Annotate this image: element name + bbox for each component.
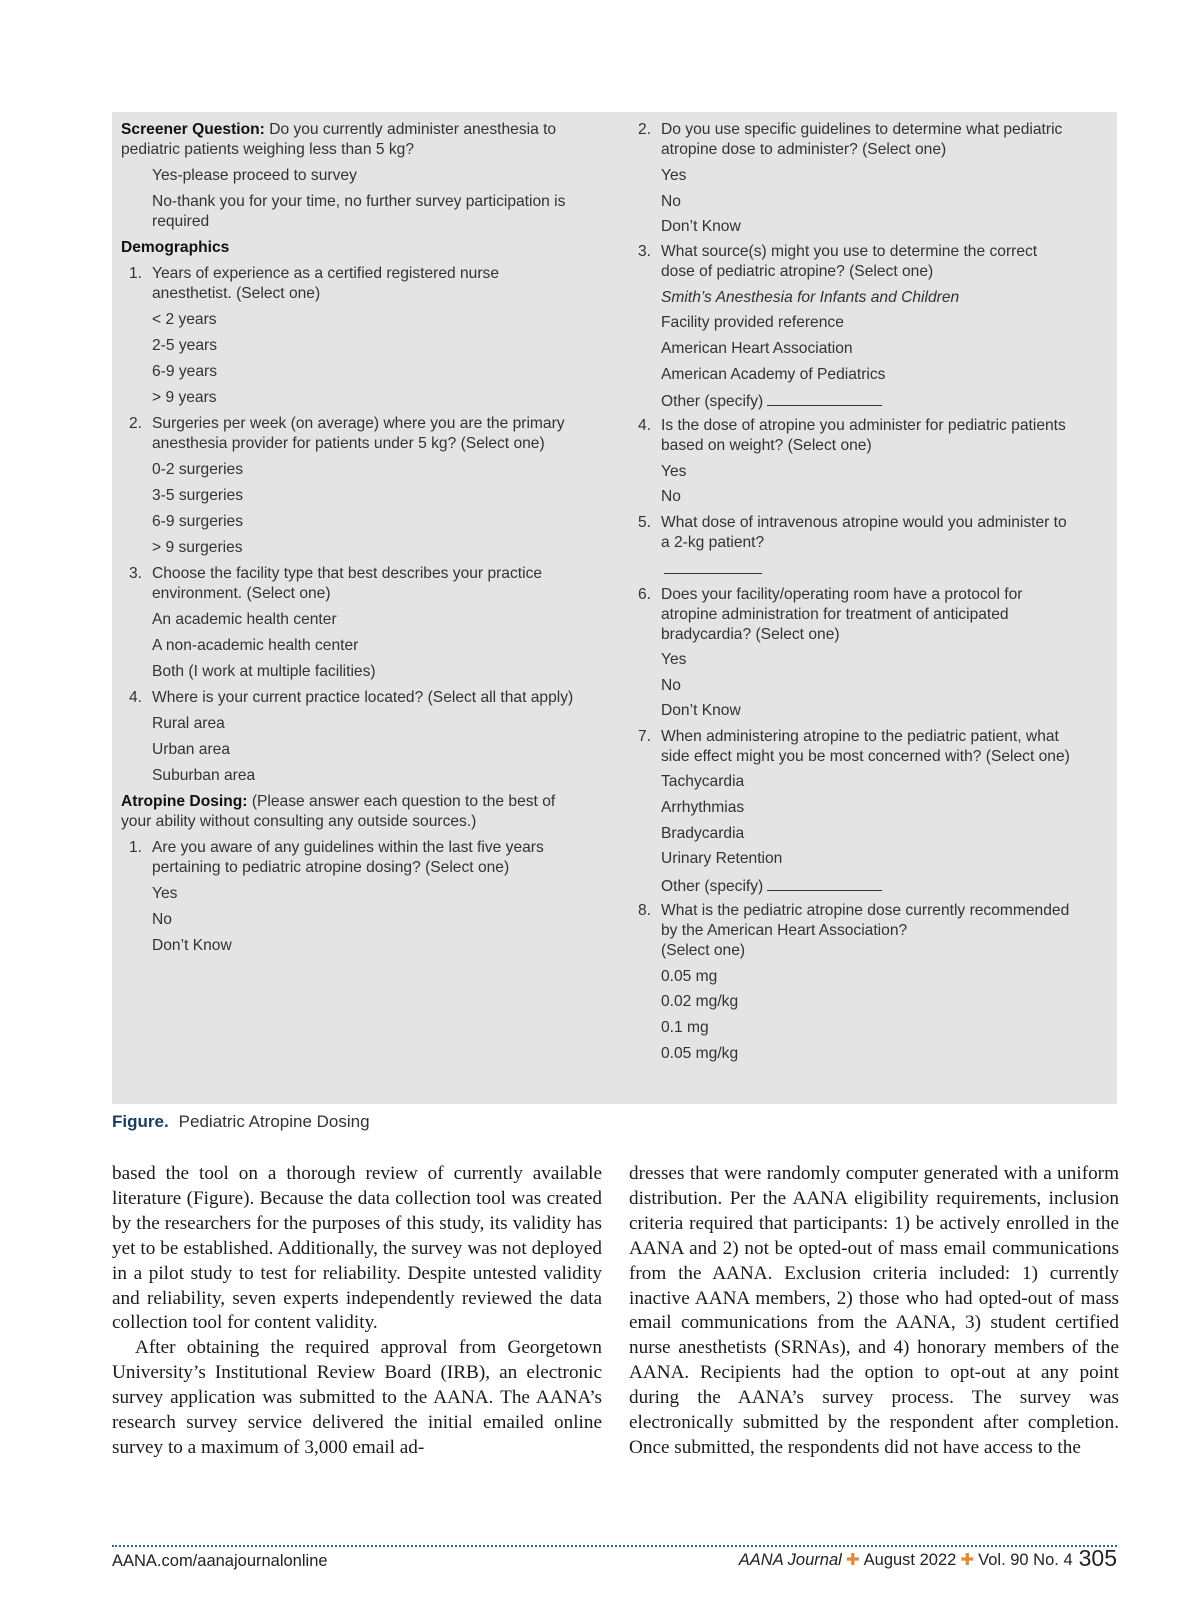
answer-option: [661, 747, 1141, 767]
question-number: 8.: [638, 902, 652, 919]
answer-option: [661, 824, 1141, 844]
body-right-column: [629, 1162, 1119, 1461]
body-paragraph: After obtaining the required approval from Georgetown University’s Institutional Review Board (IRB), an electronic survey application was submitted to the AANA. The AANA’s research survey service delivered the initial emailed online survey to a maximum of 3,000 email ad-: [112, 1337, 602, 1458]
question-number: 5.: [638, 514, 652, 531]
line-text: Facility provided reference: [661, 314, 844, 331]
answer-option: [152, 336, 632, 356]
line-text: your ability without consulting any outside sources.): [121, 813, 477, 830]
line-text: What dose of intravenous atropine would you administer to: [661, 514, 1067, 531]
answer-option: [152, 212, 632, 232]
line-text: < 2 years: [152, 311, 217, 328]
body-paragraph: based the tool on a thorough review of currently available literature (Figure). Because the data collection tool was created by the researchers for the purposes of this study, its validity has yet to be established. Additionally, the survey was not deployed in a pilot study to test for reliability. Despite untested validity and reliability, seven experts independently reviewed the data collection tool for content validity.: [112, 1163, 602, 1334]
line-text: 2-5 years: [152, 337, 218, 354]
question-number: 2.: [638, 121, 652, 138]
answer-option: [152, 584, 632, 604]
answer-option: [152, 460, 632, 480]
answer-option: [661, 798, 1141, 818]
heading-label: Atropine Dosing:: [121, 793, 248, 810]
answer-option: [661, 605, 1141, 625]
answer-option: [661, 967, 1141, 987]
line-text: 0-2 surgeries: [152, 461, 244, 478]
line-text: Don’t Know: [152, 937, 232, 954]
answer-option: [661, 436, 1141, 456]
line-text: 0.02 mg/kg: [661, 993, 739, 1010]
answer-option: [661, 365, 1141, 385]
line-text: dose of pediatric atropine? (Select one): [661, 263, 934, 280]
heading-label: Demographics: [121, 239, 230, 256]
line-text: Arrhythmias: [661, 799, 745, 816]
question-number: 7.: [638, 728, 652, 745]
answer-option: [661, 313, 1141, 333]
line-text: > 9 surgeries: [152, 539, 243, 556]
answer-option: [661, 921, 1141, 941]
answer-option: [152, 610, 632, 630]
answer-option: [152, 766, 632, 786]
line-text: Tachycardia: [661, 773, 745, 790]
line-text: Choose the facility type that best describes your practice: [152, 565, 543, 582]
line-text: Yes: [152, 885, 178, 902]
line-text: environment. (Select one): [152, 585, 331, 602]
answer-option: [152, 310, 632, 330]
line-text: atropine administration for treatment of anticipated: [661, 606, 1009, 623]
section-heading: [121, 120, 601, 140]
answer-option: [152, 636, 632, 656]
line-text: Other (specify): [661, 393, 764, 410]
answer-option: [661, 876, 1141, 897]
caption-label: Figure.: [112, 1112, 169, 1131]
line-text: Are you aware of any guidelines within the last five years: [152, 839, 544, 856]
line-text: American Academy of Pediatrics: [661, 366, 886, 383]
page-number: 305: [1078, 1545, 1117, 1571]
question-number: 1.: [129, 839, 143, 856]
answer-option: [661, 140, 1141, 160]
line-text: Years of experience as a certified registered nurse: [152, 265, 500, 282]
line-text: > 9 years: [152, 389, 217, 406]
footer-journal-info: [739, 1545, 1117, 1572]
fill-in-blank[interactable]: [664, 559, 762, 574]
line-text: American Heart Association: [661, 340, 853, 357]
footer-website: AANA.com/aanajournalonline: [112, 1552, 328, 1570]
line-text: atropine dose to administer? (Select one): [661, 141, 947, 158]
line-text: Do you currently administer anesthesia to: [264, 121, 557, 138]
answer-option: [661, 1044, 1141, 1064]
line-text: based on weight? (Select one): [661, 437, 872, 454]
line-text: (Please answer each question to the best of: [247, 793, 556, 810]
line-text: anesthetist. (Select one): [152, 285, 321, 302]
line-text: bradycardia? (Select one): [661, 626, 840, 643]
section-text: [121, 812, 601, 832]
line-text: An academic health center: [152, 611, 337, 628]
line-text: anesthesia provider for patients under 5 kg? (Select one): [152, 435, 545, 452]
line-text: No: [661, 488, 681, 505]
answer-option: [661, 676, 1141, 696]
line-text: Does your facility/operating room have a protocol for: [661, 586, 1023, 603]
fill-in-blank[interactable]: [767, 876, 882, 891]
question-number: 3.: [638, 243, 652, 260]
line-text: Yes-please proceed to survey: [152, 167, 357, 184]
answer-option: [152, 538, 632, 558]
answer-option: [152, 512, 632, 532]
answer-option: [661, 192, 1141, 212]
answer-option: [661, 992, 1141, 1012]
section-heading: [121, 238, 601, 258]
answer-option: [152, 192, 632, 212]
line-text: Do you use specific guidelines to determine what pediatric: [661, 121, 1063, 138]
plus-icon: ✚: [845, 1551, 860, 1569]
question-number: 4.: [129, 689, 143, 706]
answer-option: [661, 772, 1141, 792]
line-text: Both (I work at multiple facilities): [152, 663, 376, 680]
line-text: No: [152, 911, 172, 928]
line-text: What is the pediatric atropine dose currently recommended: [661, 902, 1070, 919]
line-text: A non-academic health center: [152, 637, 359, 654]
question-number: 4.: [638, 417, 652, 434]
line-text: 0.05 mg: [661, 968, 718, 985]
line-text: No: [661, 677, 681, 694]
line-text: No-thank you for your time, no further survey participation is: [152, 193, 566, 210]
line-text: 0.1 mg: [661, 1019, 709, 1036]
answer-option: [152, 166, 632, 186]
answer-option: [661, 288, 1141, 308]
footer-volume: Vol. 90 No. 4: [978, 1551, 1073, 1569]
line-text: 6-9 surgeries: [152, 513, 244, 530]
line-text: Yes: [661, 463, 687, 480]
footer-journal-name: AANA Journal: [738, 1551, 842, 1569]
answer-option: [661, 391, 1141, 412]
section-text: [121, 140, 601, 160]
line-text: Urban area: [152, 741, 231, 758]
caption-text: Pediatric Atropine Dosing: [178, 1112, 370, 1131]
line-text: 6-9 years: [152, 363, 218, 380]
answer-option: [152, 434, 632, 454]
answer-option: [152, 740, 632, 760]
line-text: 3-5 surgeries: [152, 487, 244, 504]
survey-figure: [112, 112, 1117, 1104]
answer-option: [661, 487, 1141, 507]
answer-option: [661, 166, 1141, 186]
answer-option: [152, 936, 632, 956]
line-text: Smith’s Anesthesia for Infants and Children: [661, 289, 960, 306]
heading-label: Screener Question:: [121, 121, 265, 138]
line-text: Yes: [661, 167, 687, 184]
answer-option: [152, 388, 632, 408]
answer-option: [152, 884, 632, 904]
answer-option: [152, 362, 632, 382]
line-text: When administering atropine to the pediatric patient, what: [661, 728, 1059, 745]
line-text: required: [152, 213, 210, 230]
line-text: Rural area: [152, 715, 225, 732]
question-number: 1.: [129, 265, 143, 282]
line-text: Yes: [661, 651, 687, 668]
answer-option: [152, 662, 632, 682]
section-heading: [121, 792, 601, 812]
line-text: What source(s) might you use to determine the correct: [661, 243, 1038, 260]
answer-option: [661, 849, 1141, 869]
answer-option: [152, 714, 632, 734]
answer-option: [661, 262, 1141, 282]
line-text: Other (specify): [661, 878, 764, 895]
footer-date: August 2022: [863, 1551, 957, 1569]
answer-option: [152, 284, 632, 304]
answer-option: [661, 625, 1141, 645]
body-paragraph: dresses that were randomly computer generated with a uniform distribution. Per the AANA eligibility requirements, inclusion criteria required that participants: 1) be actively enrolled in the AANA and 2) not be opted-out of mass email communications from the AANA. Exclusion criteria included: 1) currently inactive AANA members, 2) those who had opted-out of mass email communications from the AANA, 3) student certified nurse anesthetists (SRNAs), and 4) honorary members of the AANA. Recipients had the option to opt-out at any point during the AANA’s survey process. The survey was electronically submitted by the respondent after completion. Once submitted, the respondents did not have access to the: [629, 1163, 1119, 1458]
question-number: 2.: [129, 415, 143, 432]
question-number: 3.: [129, 565, 143, 582]
answer-option: [152, 910, 632, 930]
answer-option: [152, 486, 632, 506]
answer-option: [152, 858, 632, 878]
line-text: Urinary Retention: [661, 850, 783, 867]
answer-option: [664, 559, 1144, 580]
answer-option: [661, 1018, 1141, 1038]
answer-option: [661, 462, 1141, 482]
answer-option: [661, 941, 1141, 961]
line-text: Bradycardia: [661, 825, 745, 842]
plus-icon: ✚: [960, 1551, 975, 1569]
line-text: 0.05 mg/kg: [661, 1045, 739, 1062]
line-text: No: [661, 193, 681, 210]
answer-option: [661, 701, 1141, 721]
answer-option: [661, 650, 1141, 670]
line-text: Where is your current practice located? (Select all that apply): [152, 689, 574, 706]
question-number: 6.: [638, 586, 652, 603]
line-text: Don’t Know: [661, 218, 741, 235]
line-text: (Select one): [661, 942, 746, 959]
line-text: by the American Heart Association?: [661, 922, 908, 939]
body-left-column: [112, 1162, 602, 1461]
figure-caption: [112, 1112, 370, 1132]
line-text: Surgeries per week (on average) where you are the primary: [152, 415, 565, 432]
line-text: Is the dose of atropine you administer for pediatric patients: [661, 417, 1066, 434]
line-text: a 2-kg patient?: [661, 534, 765, 551]
line-text: side effect might you be most concerned with? (Select one): [661, 748, 1070, 765]
line-text: pediatric patients weighing less than 5 kg?: [121, 141, 414, 158]
answer-option: [661, 533, 1141, 553]
line-text: pertaining to pediatric atropine dosing? (Select one): [152, 859, 510, 876]
line-text: Don’t Know: [661, 702, 741, 719]
fill-in-blank[interactable]: [767, 391, 882, 406]
answer-option: [661, 217, 1141, 237]
line-text: Suburban area: [152, 767, 256, 784]
answer-option: [661, 339, 1141, 359]
